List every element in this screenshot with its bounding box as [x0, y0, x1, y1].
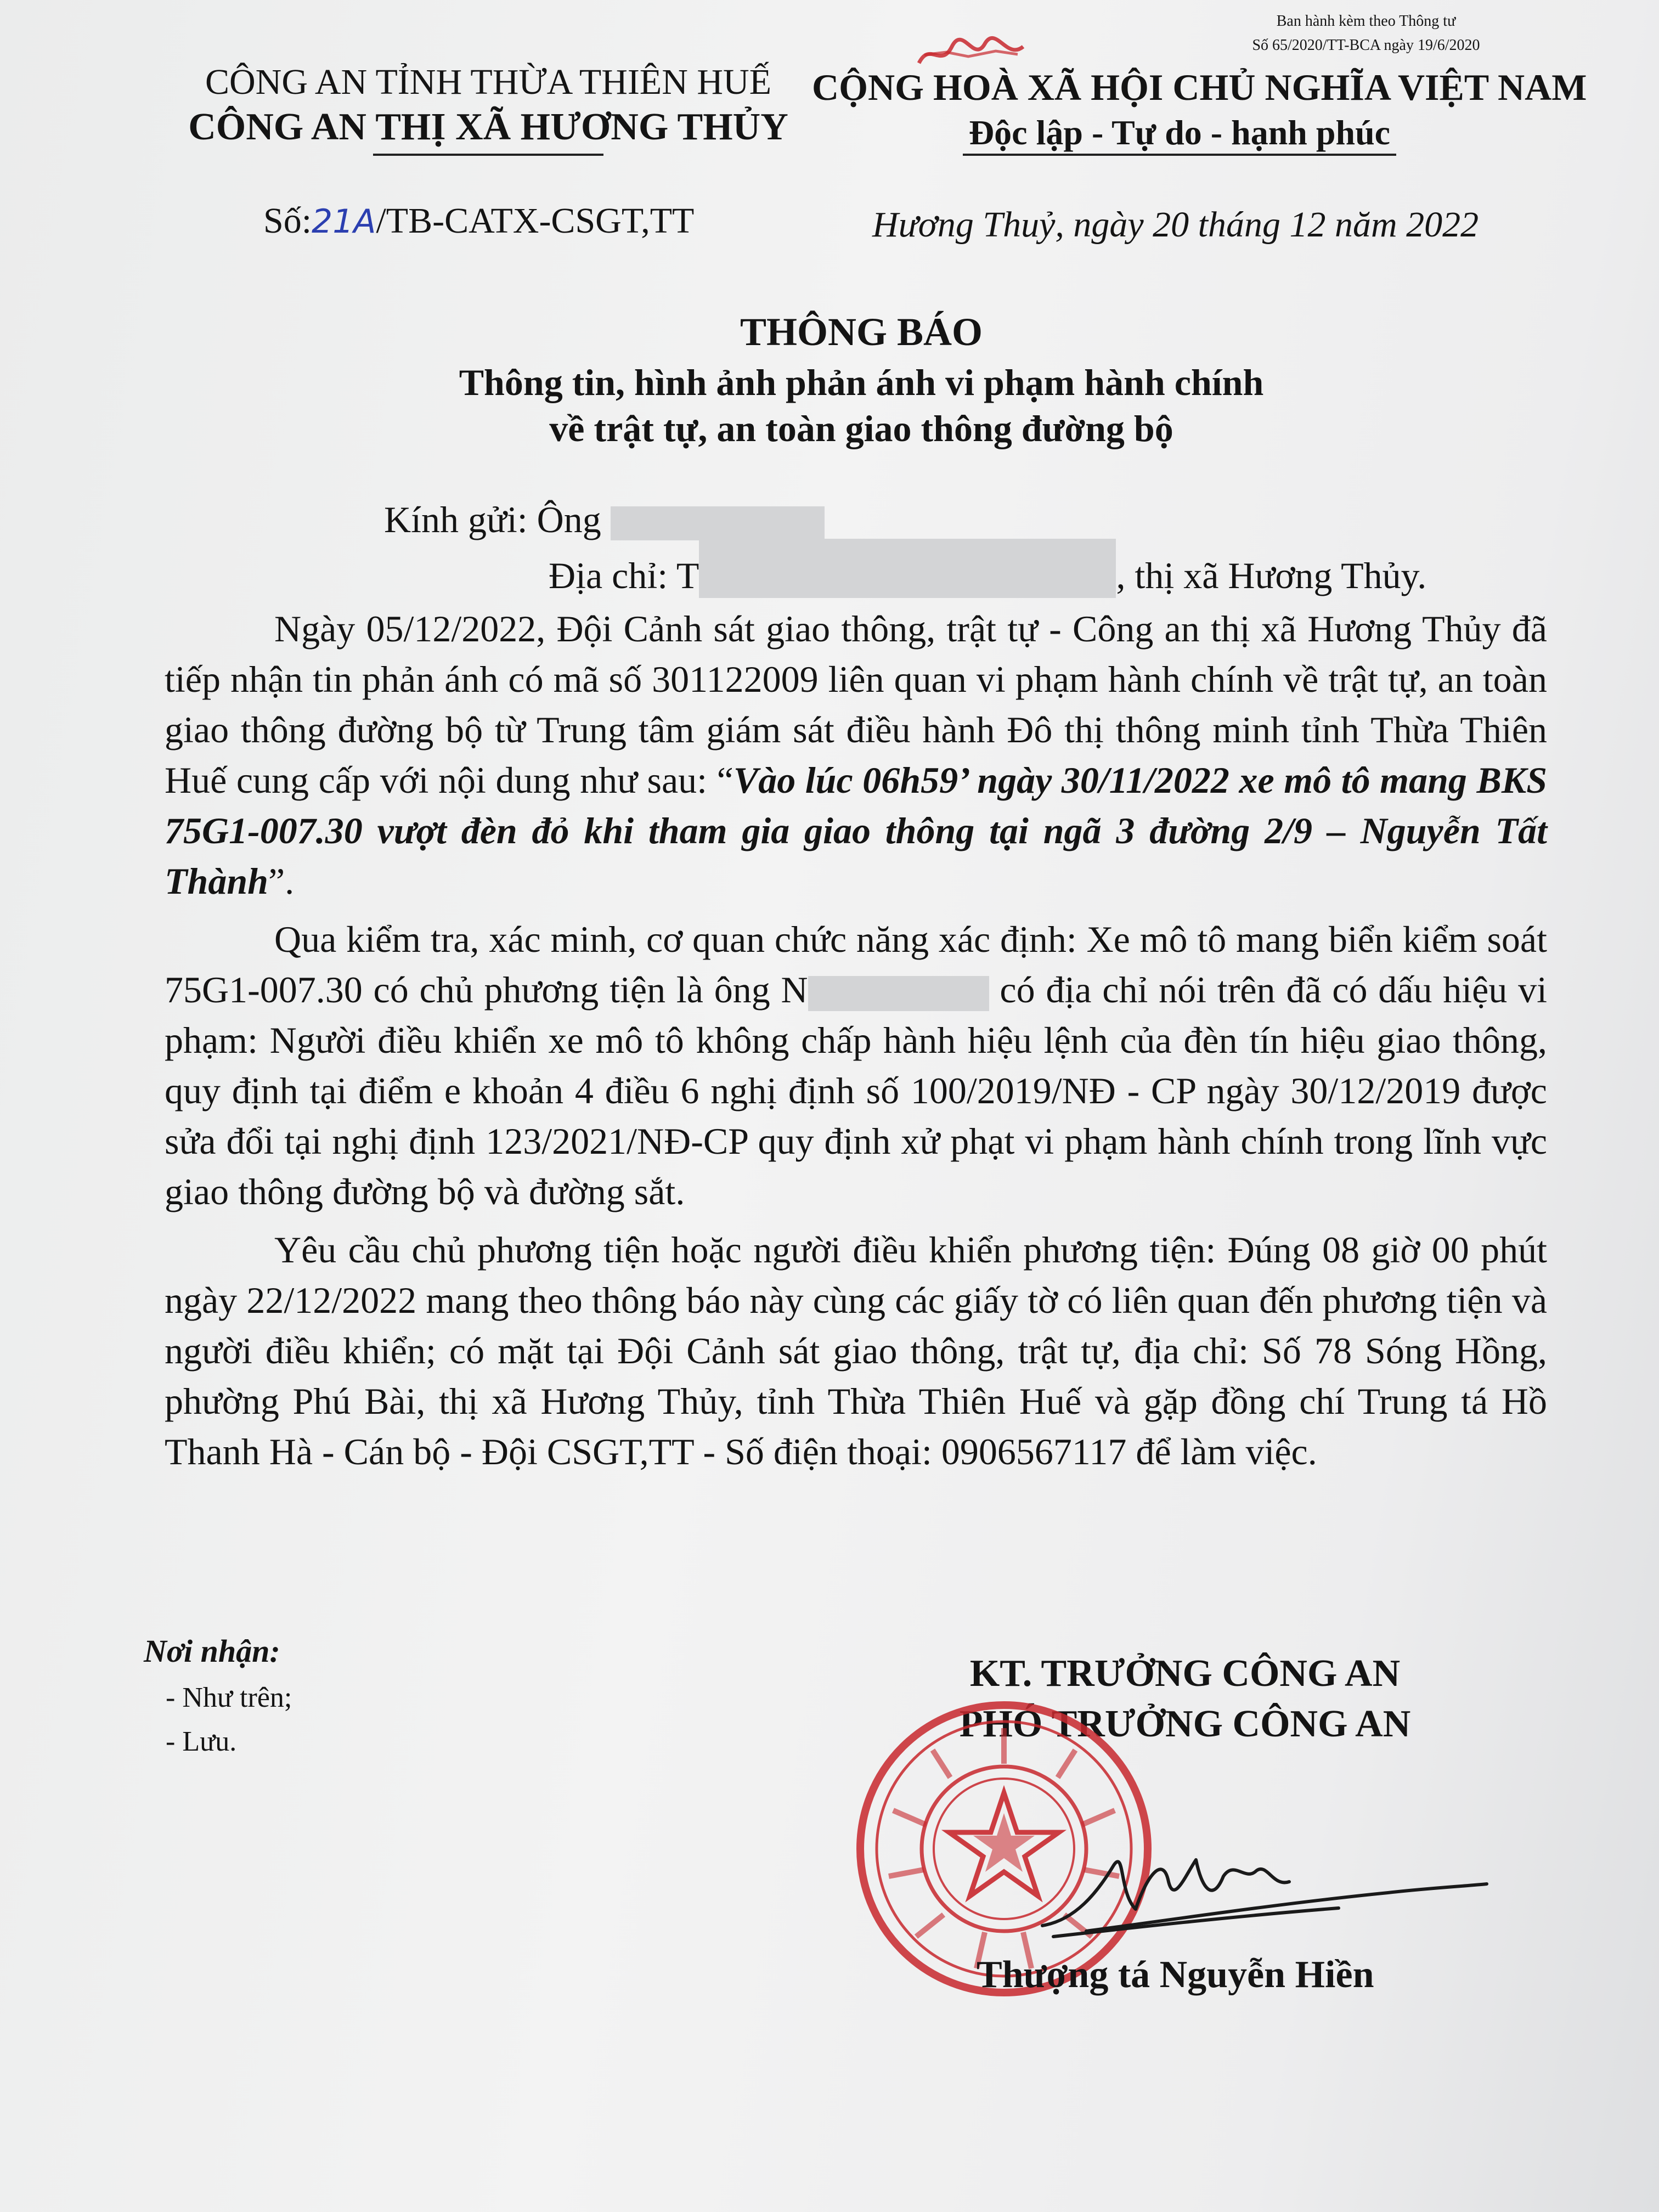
redacted-address	[699, 539, 1116, 598]
redacted-name	[611, 506, 825, 540]
address-label: Địa chỉ: T	[549, 555, 699, 596]
p2-text: Qua kiểm tra, xác minh, cơ quan chức năng xác định: Xe mô tô mang biển kiểm soát 75G1-007.30 có chủ phương tiện là ông N	[165, 918, 1547, 1011]
issuing-agency	[181, 60, 795, 156]
p1-text: Ngày 05/12/2022, Đội Cảnh sát giao thông, trật tự - Công an thị xã Hương Thủy đã tiếp nhận tin phản ánh có mã số 301122009 liên quan vi phạm hành chính về trật tự, an toàn giao thông đường bộ từ Trung tâm giám sát điều hành Đô thị thông minh tỉnh Thừa Thiên Huế cung cấp với nội dung như sau: “	[165, 608, 1547, 801]
nation-name: CỘNG HOÀ XÃ HỘI CHỦ NGHĨA VIỆT NAM	[812, 66, 1587, 108]
recipients-list	[144, 1627, 292, 1764]
agency-underline	[373, 154, 603, 156]
national-heading	[812, 65, 1587, 156]
signer-role-1: KT. TRƯỞNG CÔNG AN	[969, 1652, 1401, 1695]
title-sub2: về trật tự, an toàn giao thông đường bộ	[549, 408, 1173, 449]
handwritten-signature	[1031, 1843, 1492, 1942]
signer-name: Thượng tá Nguyễn Hiền	[977, 1954, 1374, 1996]
form-note-line2: Số 65/2020/TT-BCA ngày 19/6/2020	[1252, 37, 1480, 54]
paragraph-2	[165, 914, 1547, 1217]
agency-parent: CÔNG AN TỈNH THỪA THIÊN HUẾ	[205, 62, 772, 102]
p1-close: ”.	[268, 860, 295, 902]
form-note-line1: Ban hành kèm theo Thông tư	[1276, 13, 1456, 30]
recipient-item: - Như trên;	[166, 1682, 292, 1713]
document-number	[263, 200, 694, 242]
notice-body	[165, 603, 1547, 1485]
title-main: THÔNG BÁO	[740, 310, 983, 354]
agency-name: CÔNG AN THỊ XÃ HƯƠNG THỦY	[188, 106, 788, 148]
redacted-owner-name	[808, 976, 989, 1011]
notice-title	[274, 304, 1448, 452]
place-and-date: Hương Thuỷ, ngày 20 tháng 12 năm 2022	[872, 205, 1479, 245]
title-sub1: Thông tin, hình ảnh phản ánh vi phạm hành chính	[459, 362, 1264, 403]
national-motto: Độc lập - Tự do - hạnh phúc	[968, 113, 1391, 152]
recipient-item: - Lưu.	[166, 1726, 237, 1757]
p1-quoted-report: Vào lúc 06h59’ ngày 30/11/2022 xe mô tô mang BKS 75G1-007.30 vượt đèn đỏ khi tham gia giao thông tại ngã 3 đường 2/9 – Nguyễn Tất Thành	[165, 759, 1548, 902]
address-tail: , thị xã Hương Thủy.	[1116, 555, 1427, 596]
address-line	[549, 554, 1426, 598]
handwritten-number: 21A	[312, 202, 376, 241]
recipients-heading: Nơi nhận:	[144, 1633, 280, 1669]
number-suffix: /TB-CATX-CSGT,TT	[376, 201, 695, 241]
form-reference-note	[1223, 5, 1509, 54]
recipient-line	[384, 498, 825, 541]
recipient-label: Kính gửi: Ông	[384, 499, 601, 540]
paragraph-3: Yêu cầu chủ phương tiện hoặc người điều khiển phương tiện: Đúng 08 giờ 00 phút ngày 22/12/2022 mang theo thông báo này cùng các giấy tờ có liên quan đến phương tiện và người điều khiển; có mặt tại Đội Cảnh sát giao thông, trật tự, địa chỉ: Số 78 Sóng Hồng, phường Phú Bài, thị xã Hương Thủy, tỉnh Thừa Thiên Huế và gặp đồng chí Trung tá Hồ Thanh Hà - Cán bộ - Đội CSGT,TT - Số điện thoại: 0906567117 để làm việc.	[165, 1229, 1547, 1472]
paragraph-1	[165, 603, 1547, 906]
signer-role-2: PHÓ TRƯỞNG CÔNG AN	[959, 1703, 1411, 1745]
p2-text-end: có địa chỉ nói trên đã có dấu hiệu vi phạm: Người điều khiển xe mô tô không chấp hành hiệu lệnh của đèn tín hiệu giao thông, quy định tại điểm e khoản 4 điều 6 nghị định số 100/2019/NĐ - CP ngày 30/12/2019 được sửa đổi tại nghị định 123/2021/NĐ-CP quy định xử phạt vi phạm hành chính trong lĩnh vực giao thông đường bộ và đường sắt.	[165, 969, 1548, 1212]
number-prefix: Số:	[263, 201, 312, 241]
